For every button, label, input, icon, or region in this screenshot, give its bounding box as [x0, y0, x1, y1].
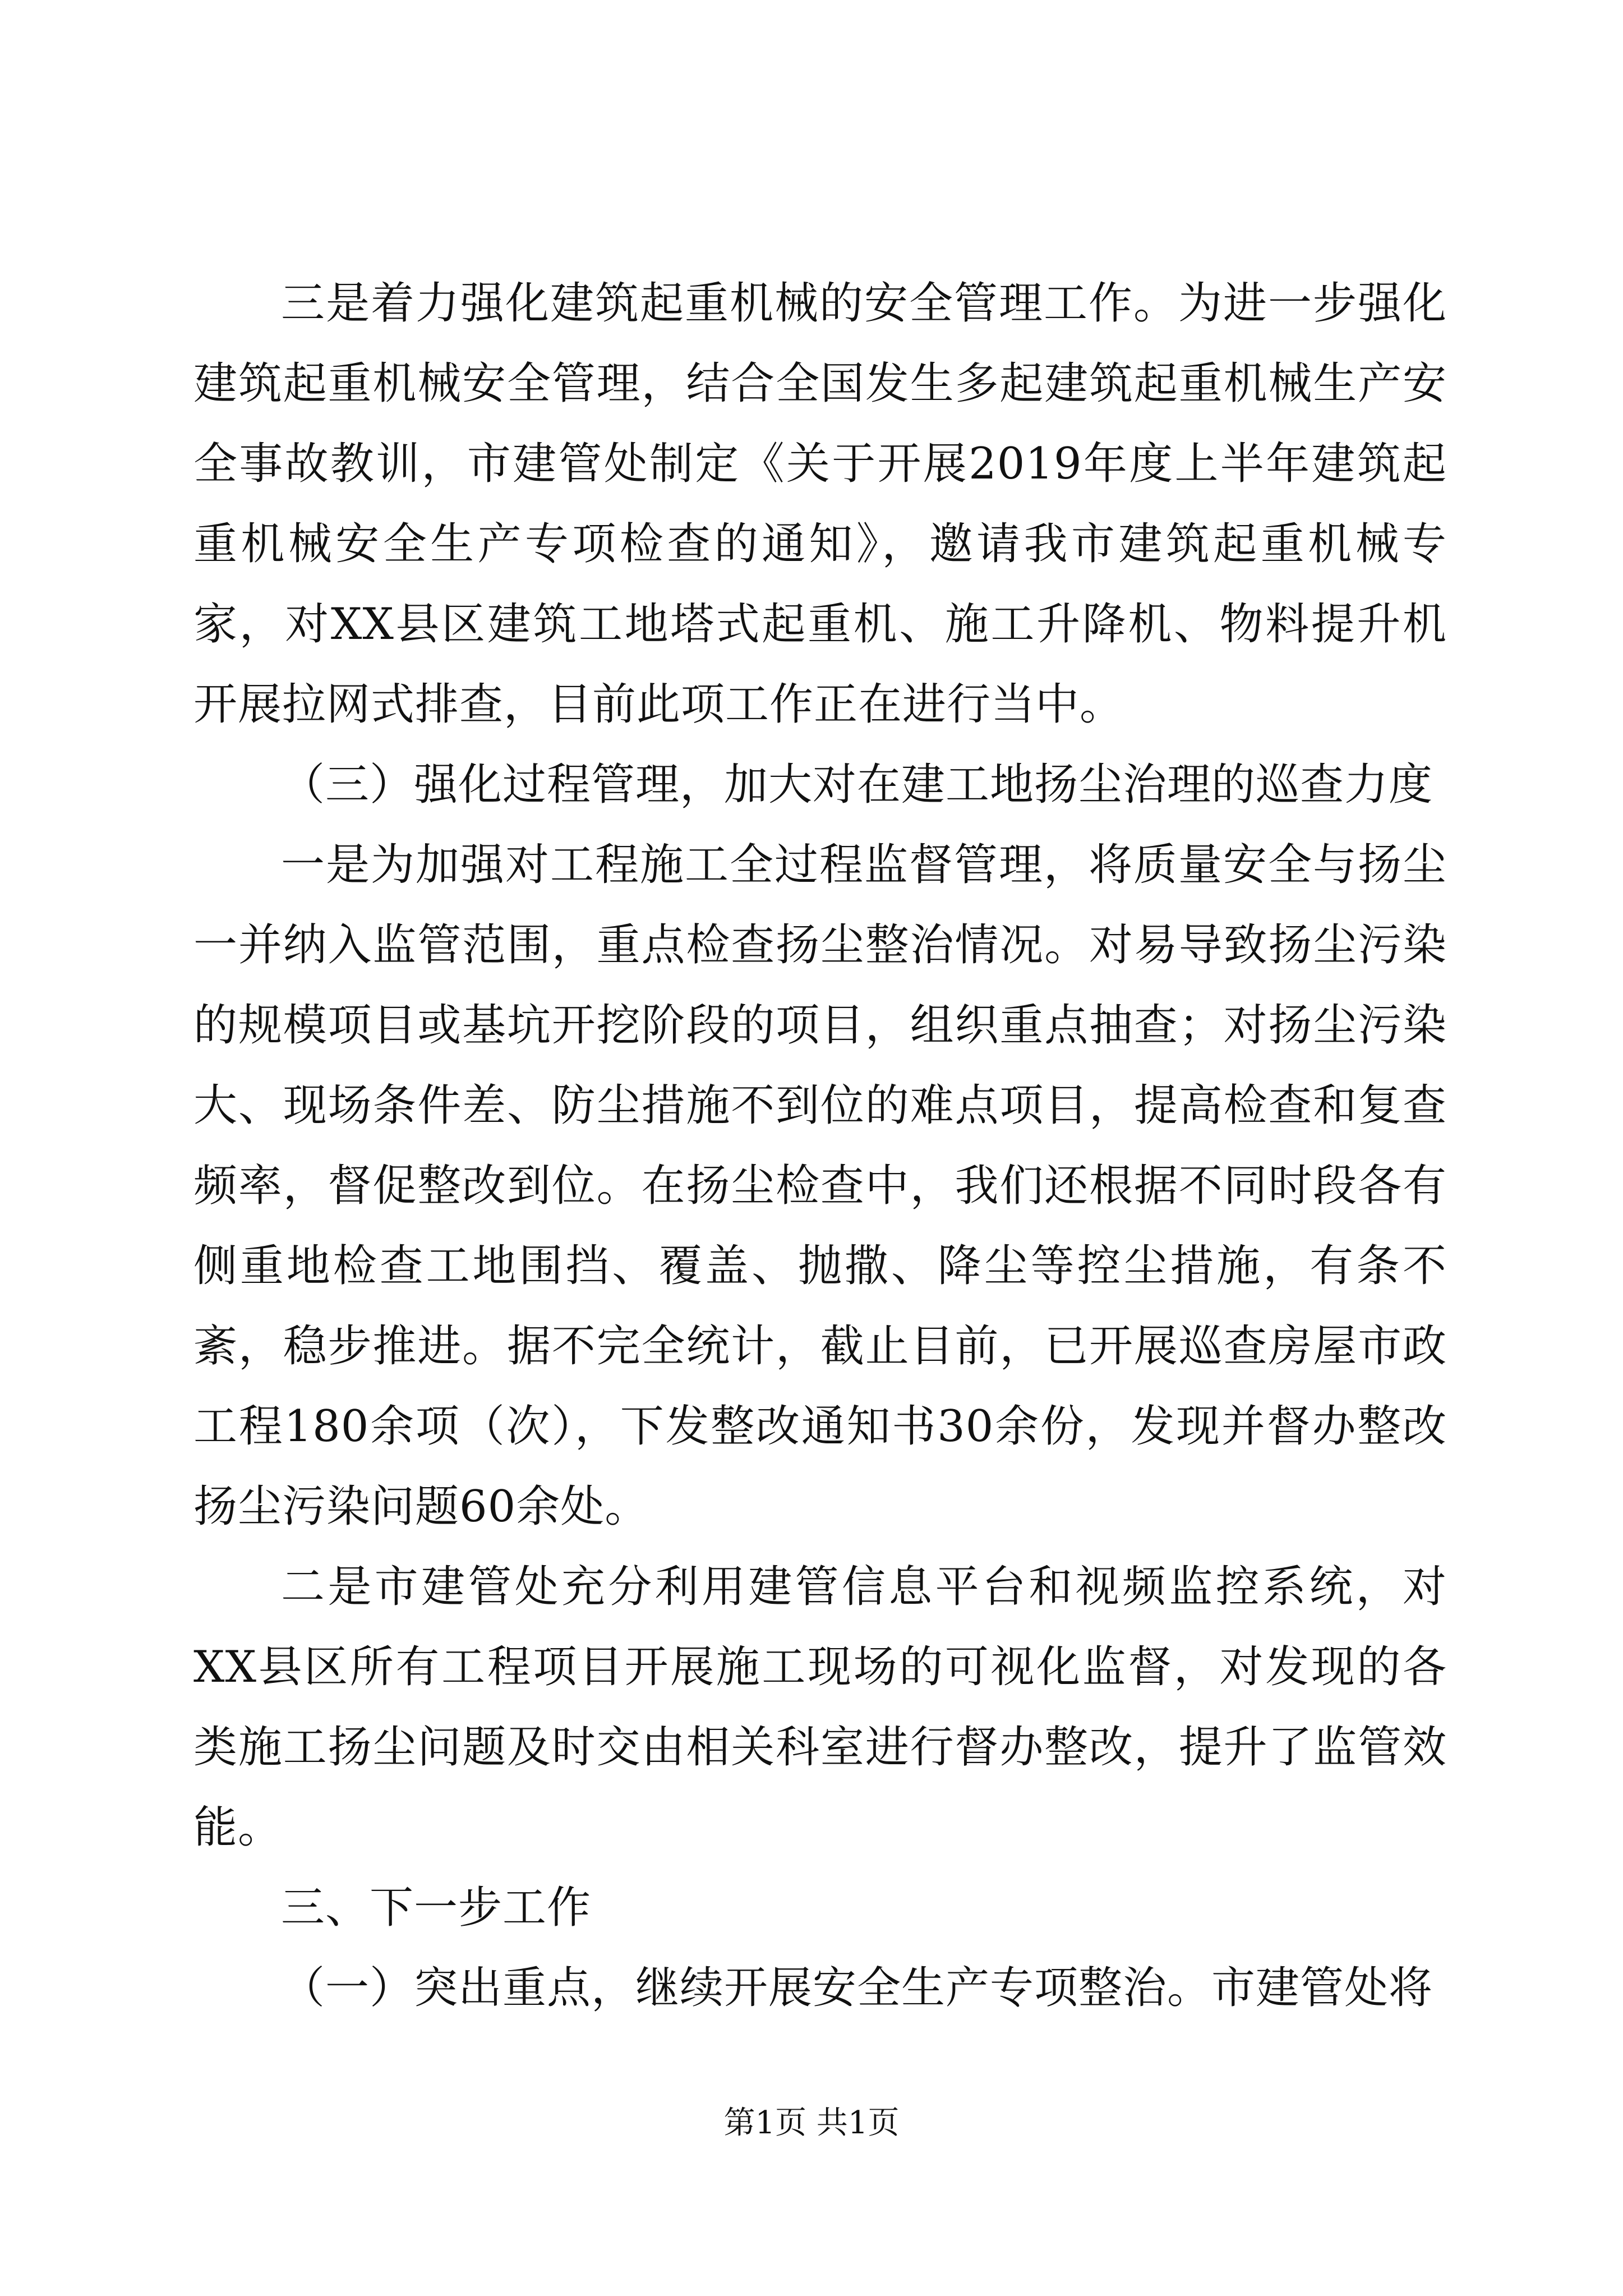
paragraph-section-heading-dust: （三）强化过程管理，加大对在建工地扬尘治理的巡查力度 [281, 760, 1433, 810]
paragraph-crane-safety: 三是着力强化建筑起重机械的安全管理工作。为进一步强化建筑起重机械安全管理，结合全国发生多起建筑起重机械生产安全事故教训，市建管处制定《关于开展2019年度上半年建筑起重机械安全生产专项检查的通知》，邀请我市建筑起重机械专家，对XX县区建筑工地塔式起重机、施工升降机、物料提升机开展拉网式排查，目前此项工作正在进行当中。 [193, 278, 1447, 730]
paragraph-next-steps-heading: 三、下一步工作 [281, 1883, 592, 1933]
document-body [193, 264, 1447, 2028]
paragraph-next-steps-first: （一）突出重点，继续开展安全生产专项整治。市建管处将 [281, 1963, 1433, 2013]
paragraph-video-monitoring: 二是市建管处充分利用建管信息平台和视频监控系统，对XX县区所有工程项目开展施工现场的可视化监督，对发现的各类施工扬尘问题及时交由相关科室进行督办整改，提升了监管效能。 [193, 1562, 1447, 1853]
page-footer: 第1页 共1页 [723, 2105, 900, 2141]
paragraph-dust-inspection: 一是为加强对工程施工全过程监督管理，将质量安全与扬尘一并纳入监管范围，重点检查扬尘整治情况。对易导致扬尘污染的规模项目或基坑开挖阶段的项目，组织重点抽查；对扬尘污染大、现场条件差、防尘措施不到位的难点项目，提高检查和复查频率，督促整改到位。在扬尘检查中，我们还根据不同时段各有侧重地检查工地围挡、覆盖、抛撒、降尘等控尘措施，有条不紊，稳步推进。据不完全统计，截止目前，已开展巡查房屋市政工程180余项（次），下发整改通知书30余份，发现并督办整改扬尘污染问题60余处。 [193, 840, 1447, 1532]
